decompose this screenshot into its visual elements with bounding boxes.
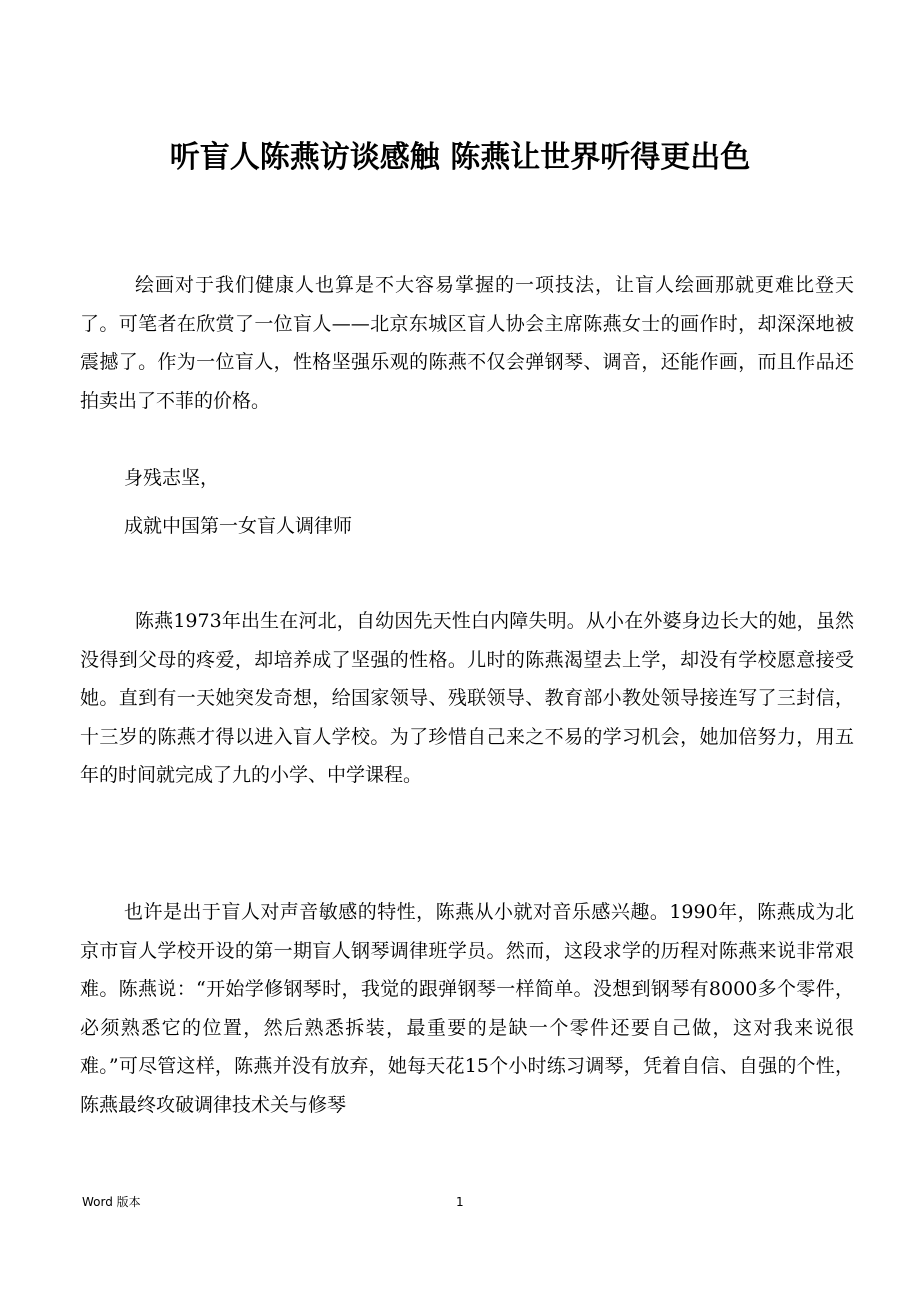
- document-title: 听盲人陈燕访谈感触 陈燕让世界听得更出色: [169, 140, 751, 175]
- footer-version-label: Word 版本: [82, 1195, 141, 1209]
- section-heading-line-2: 成就中国第一女盲人调律师: [124, 515, 353, 537]
- footer-page-number: 1: [456, 1195, 464, 1209]
- section-heading-line-1: 身残志坚，: [124, 467, 220, 489]
- paragraph-intro: 绘画对于我们健康人也算是不大容易掌握的一项技法，让盲人绘画那就更难比登天了。可笔者在欣赏了一位盲人——北京东城区盲人协会主席陈燕女士的画作时，却深深地被震撼了。作为一位盲人，性格坚强乐观的陈燕不仅会弹钢琴、调音，还能作画，而且作品还拍卖出了不菲的价格。: [80, 274, 854, 412]
- paragraph-biography: 陈燕1973年出生在河北，自幼因先天性白内障失明。从小在外婆身边长大的她，虽然没得到父母的疼爱，却培养成了坚强的性格。儿时的陈燕渴望去上学，却没有学校愿意接受她。直到有一天她突发奇想，给国家领导、残联领导、教育部小教处领导接连写了三封信，十三岁的陈燕才得以进入盲人学校。为了珍惜自己来之不易的学习机会，她加倍努力，用五年的时间就完成了九的小学、中学课程。: [80, 610, 854, 786]
- paragraph-music: 也许是出于盲人对声音敏感的特性，陈燕从小就对音乐感兴趣。1990年，陈燕成为北京市盲人学校开设的第一期盲人钢琴调律班学员。然而，这段求学的历程对陈燕来说非常艰难。陈燕说：“开始学修钢琴时，我觉的跟弹钢琴一样简单。没想到钢琴有8000多个零件，必须熟悉它的位置，然后熟悉拆装，最重要的是缺一个零件还要自己做，这对我来说很难。”可尽管这样，陈燕并没有放弃，她每天花15个小时练习调琴，凭着自信、自强的个性，陈燕最终攻破调律技术关与修琴: [80, 901, 854, 1116]
